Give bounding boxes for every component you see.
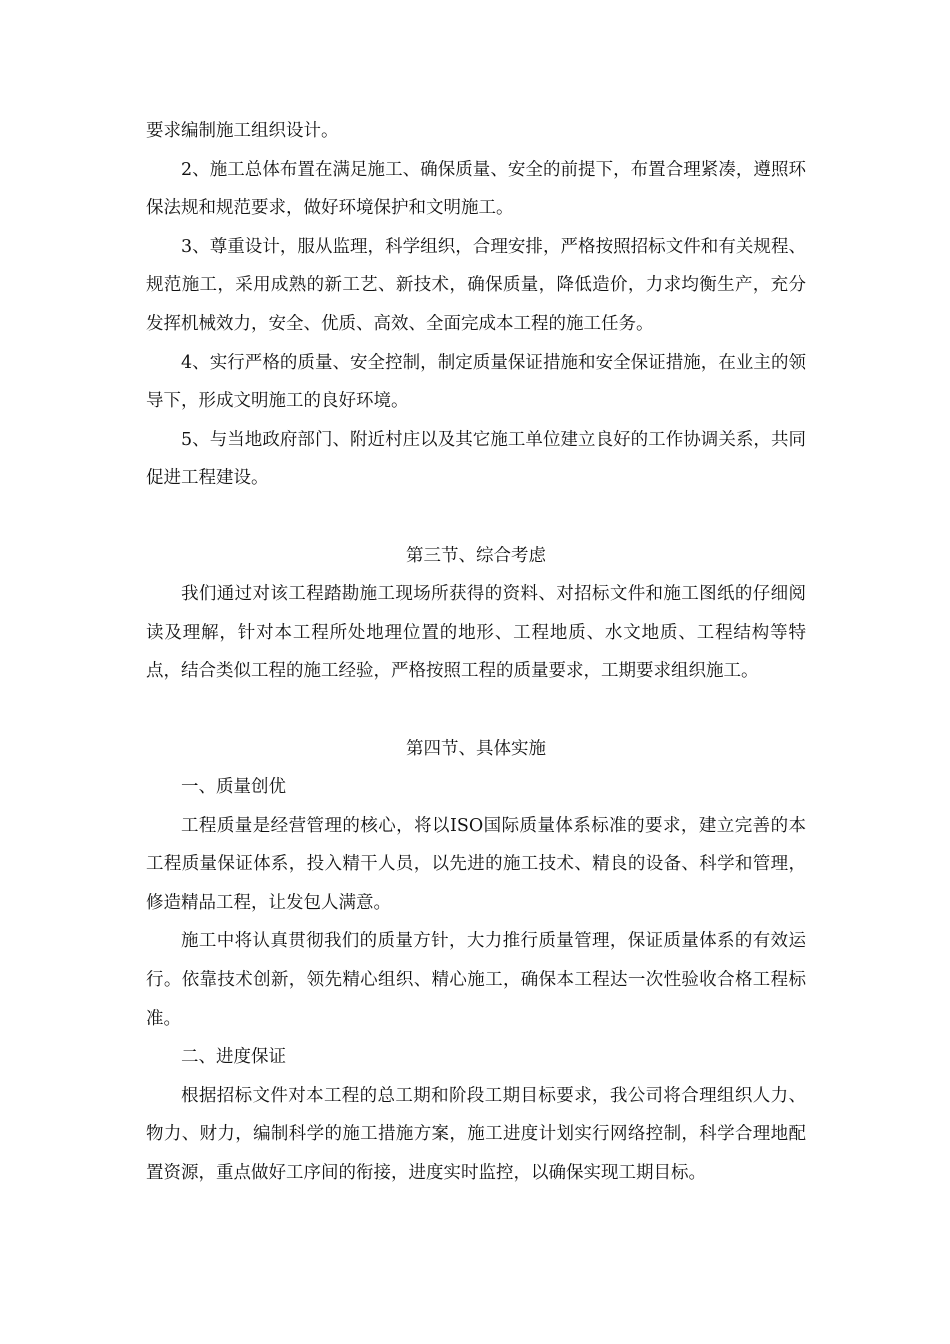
paragraph-item-2: 2、施工总体布置在满足施工、确保质量、安全的前提下，布置合理紧凑，遵照环保法规和规范要求，做好环境保护和文明施工。 [146, 159, 806, 219]
paragraph-quality-2: 施工中将认真贯彻我们的质量方针，大力推行质量管理，保证质量体系的有效运行。依靠技术创新，领先精心组织、精心施工，确保本工程达一次性验收合格工程标准。 [146, 931, 806, 1029]
section-heading-4: 第四节、具体实施 [406, 738, 546, 759]
paragraph-section-3: 我们通过对该工程踏勘施工现场所获得的资料、对招标文件和施工图纸的仔细阅读及理解，针对本工程所处地理位置的地形、工程地质、水文地质、工程结构等特点，结合类似工程的施工经验，严格按照工程的质量要求，工期要求组织施工。 [146, 584, 806, 682]
section-gap [146, 691, 806, 730]
paragraph-item-5: 5、与当地政府部门、附近村庄以及其它施工单位建立良好的工作协调关系，共同促进工程建设。 [146, 429, 806, 489]
document-body [146, 112, 806, 1193]
subheading-quality: 一、质量创优 [181, 777, 286, 798]
section-gap [146, 498, 806, 537]
section-heading-3: 第三节、综合考虑 [406, 545, 546, 566]
paragraph-item-3: 3、尊重设计，服从监理，科学组织，合理安排，严格按照招标文件和有关规程、规范施工，采用成熟的新工艺、新技术，确保质量，降低造价，力求均衡生产，充分发挥机械效力，安全、优质、高效、全面完成本工程的施工任务。 [146, 236, 806, 334]
paragraph-item-4: 4、实行严格的质量、安全控制，制定质量保证措施和安全保证措施，在业主的领导下，形成文明施工的良好环境。 [146, 352, 806, 412]
subheading-schedule: 二、进度保证 [181, 1047, 286, 1068]
paragraph-schedule: 根据招标文件对本工程的总工期和阶段工期目标要求，我公司将合理组织人力、物力、财力，编制科学的施工措施方案，施工进度计划实行网络控制，科学合理地配置资源，重点做好工序间的衔接，进度实时监控，以确保实现工期目标。 [146, 1085, 806, 1184]
paragraph-continuation: 要求编制施工组织设计。 [146, 121, 339, 141]
paragraph-quality-1: 工程质量是经营管理的核心，将以ISO国际质量体系标准的要求，建立完善的本工程质量保证体系，投入精干人员，以先进的施工技术、精良的设备、科学和管理，修造精品工程，让发包人满意。 [146, 815, 806, 913]
